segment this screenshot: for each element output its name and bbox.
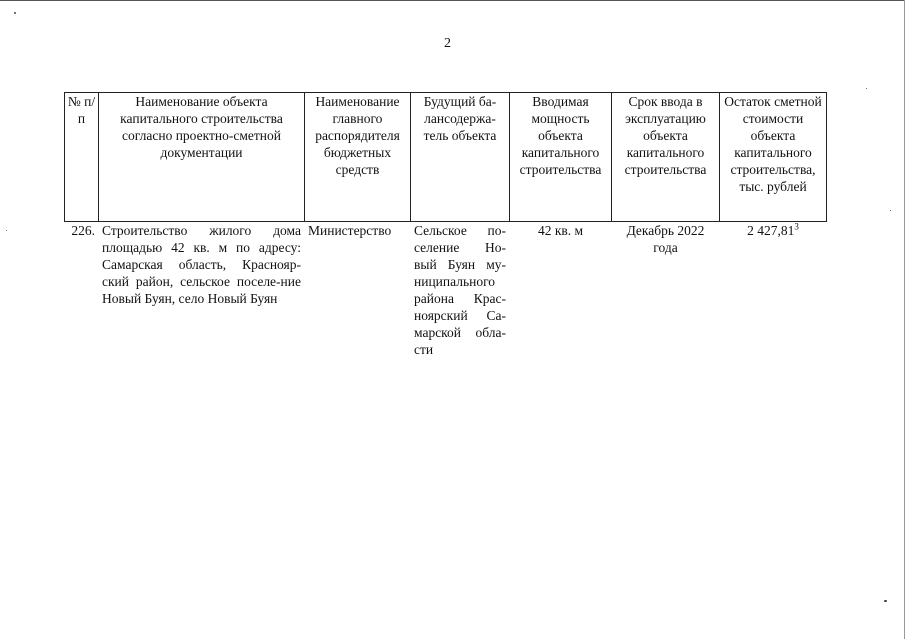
row-remaining-cost	[720, 222, 827, 359]
row-number: 226.	[71, 223, 95, 238]
header-object-name: Наименование объекта капитального строительства согласно проектно-сметной документации	[99, 93, 305, 222]
row-object-name: Строительство жилого дома площадью 42 кв. м по адресу: Самарская область, Краснояр-ский район, сельское поселе-ние Новый Буян, село Новый Буян	[102, 223, 301, 306]
construction-objects-table	[64, 92, 827, 358]
row-commissioning-date: Декабрь 2022 года	[626, 223, 705, 255]
scan-speck	[866, 88, 867, 89]
table-row	[65, 222, 827, 359]
footnote-marker: 3	[794, 221, 799, 232]
row-budget-administrator: Министерство	[308, 223, 392, 238]
header-budget-administrator: Наименование главного распорядителя бюджетных средств	[305, 93, 411, 222]
scan-speck	[884, 600, 887, 602]
table-header-row	[65, 93, 827, 222]
header-capacity: Вводимая мощность объекта капитального строительства	[510, 93, 612, 222]
header-number: № п/п	[65, 93, 99, 222]
page-top-edge	[0, 0, 905, 1]
scan-speck	[6, 230, 7, 231]
header-remaining-cost: Остаток сметной стоимости объекта капитального строительства, тыс. рублей	[720, 93, 827, 222]
header-future-holder: Будущий ба-лансодержа-тель объекта	[411, 93, 510, 222]
page-number: 2	[444, 36, 451, 51]
row-capacity: 42 кв. м	[537, 223, 584, 238]
scan-speck	[14, 12, 16, 14]
header-commissioning-date: Срок ввода в эксплуатацию объекта капитального строительства	[612, 93, 720, 222]
remaining-cost-value: 2 427,81	[747, 223, 795, 238]
scan-speck	[890, 210, 891, 211]
row-future-holder: Сельское по-селение Но-вый Буян му-ниципального района Крас-ноярский Са-марской обла-сти	[414, 223, 506, 357]
